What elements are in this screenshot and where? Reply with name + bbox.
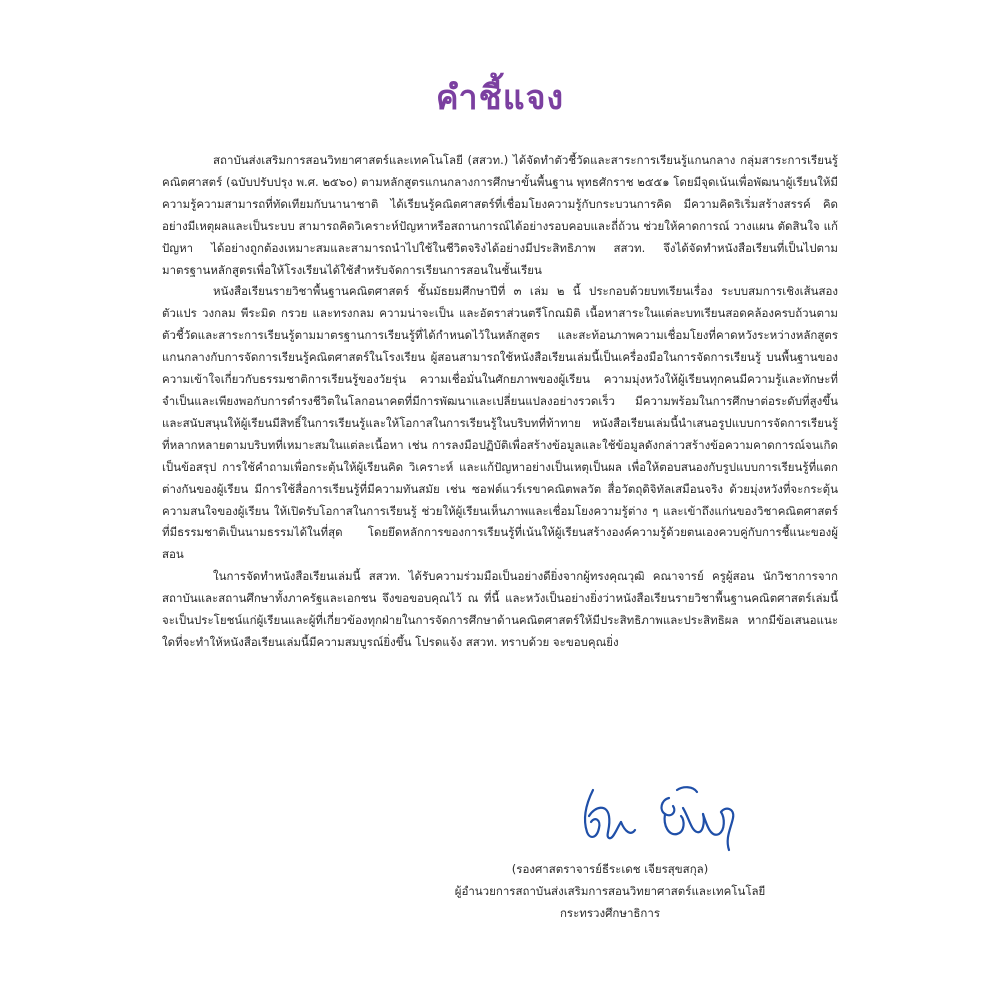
paragraph: หนังสือเรียนรายวิชาพื้นฐานคณิตศาสตร์ ชั้นมัธยมศึกษาปีที่ ๓ เล่ม ๒ นี้ ประกอบด้วยบทเรียนเรื่อง ระบบสมการเชิงเส้นสองตัวแปร วงกลม พีระมิด กรวย และทรงกลม ความน่าจะเป็น และอัตราส่วนตรีโกณมิติ เนื้อหาสาระในแต่ละบทเรียนสอดคล้องครบถ้วนตามตัวชี้วัดและสาระการเรียนรู้ตามมาตรฐานการเรียนรู้ที่ได้กำหนดไว้ในหลักสูตร และสะท้อนภาพความเชื่อมโยงที่คาดหวังระหว่างหลักสูตรแกนกลางกับการจัดการเรียนรู้คณิตศาสตร์ในโรงเรียน ผู้สอนสามารถใช้หนังสือเรียนเล่มนี้เป็นเครื่องมือในการจัดการเรียนรู้ บนพื้นฐานของความเข้าใจเกี่ยวกับธรรมชาติการเรียนรู้ของวัยรุ่น ความเชื่อมั่นในศักยภาพของผู้เรียน ความมุ่งหวังให้ผู้เรียนทุกคนมีความรู้และทักษะที่จำเป็นและเพียงพอกับการดำรงชีวิตในโลกอนาคตที่มีการพัฒนาและเปลี่ยนแปลงอย่างรวดเร็ว มีความพร้อมในการศึกษาต่อระดับที่สูงขึ้น และสนับสนุนให้ผู้เรียนมีสิทธิ์ในการเรียนรู้และให้โอกาสในการเรียนรู้ในบริบทที่ท้าทาย หนังสือเรียนเล่มนี้นำเสนอรูปแบบการจัดการเรียนรู้ที่หลากหลายตามบริบทที่เหมาะสมในแต่ละเนื้อหา เช่น การลงมือปฏิบัติเพื่อสร้างข้อมูลและใช้ข้อมูลดังกล่าวสร้างข้อความคาดการณ์จนเกิดเป็นข้อสรุป การใช้คำถามเพื่อกระตุ้นให้ผู้เรียนคิด วิเคราะห์ และแก้ปัญหาอย่างเป็นเหตุเป็นผล เพื่อให้ตอบสนองกับรูปแบบการเรียนรู้ที่แตกต่างกันของผู้เรียน มีการใช้สื่อการเรียนรู้ที่มีความทันสมัย เช่น ซอฟต์แวร์เรขาคณิตพลวัต สื่อวัตถุดิจิทัลเสมือนจริง ด้วยมุ่งหวังที่จะกระตุ้นความสนใจของผู้เรียน ให้เปิดรับโอกาสในการเรียนรู้ ช่วยให้ผู้เรียนเห็นภาพและเชื่อมโยงความรู้ต่าง ๆ และเข้าถึงแก่นของวิชาคณิตศาสตร์ที่มีธรรมชาติเป็นนามธรรมได้ในที่สุด โดยยึดหลักการของการเรียนรู้ที่เน้นให้ผู้เรียนสร้างองค์ความรู้ด้วยตนเองควบคู่กับการชี้แนะของผู้สอน: [162, 284, 838, 562]
paragraph: ในการจัดทำหนังสือเรียนเล่มนี้ สสวท. ได้รับความร่วมมือเป็นอย่างดียิ่งจากผู้ทรงคุณวุฒิ คณาจารย์ ครูผู้สอน นักวิชาการจากสถาบันและสถานศึกษาทั้งภาครัฐและเอกชน จึงขอขอบคุณไว้ ณ ที่นี้ และหวังเป็นอย่างยิ่งว่าหนังสือเรียนรายวิชาพื้นฐานคณิตศาสตร์เล่มนี้จะเป็นประโยชน์แก่ผู้เรียนและผู้ที่เกี่ยวข้องทุกฝ่ายในการจัดการศึกษาด้านคณิตศาสตร์ให้มีประสิทธิภาพและประสิทธิผล หากมีข้อเสนอแนะใดที่จะทำให้หนังสือเรียนเล่มนี้มีความสมบูรณ์ยิ่งขึ้น โปรดแจ้ง สสวท. ทราบด้วย จะขอบคุณยิ่ง: [162, 569, 838, 649]
signatory-name: (รองศาสตราจารย์ธีระเดช เจียรสุขสกุล): [511, 862, 709, 876]
handwritten-signature: [565, 776, 765, 856]
signatory-organization: กระทรวงศึกษาธิการ: [559, 906, 661, 920]
preface-body: [162, 150, 838, 654]
signature-block: [420, 858, 800, 924]
page-title: คำชี้แจง: [435, 78, 565, 118]
paragraph: สถาบันส่งเสริมการสอนวิทยาศาสตร์และเทคโนโลยี (สสวท.) ได้จัดทำตัวชี้วัดและสาระการเรียนรู้แกนกลาง กลุ่มสาระการเรียนรู้คณิตศาสตร์ (ฉบับปรับปรุง พ.ศ. ๒๕๖๐) ตามหลักสูตรแกนกลางการศึกษาขั้นพื้นฐาน พุทธศักราช ๒๕๕๑ โดยมีจุดเน้นเพื่อพัฒนาผู้เรียนให้มีความรู้ความสามารถที่ทัดเทียมกับนานาชาติ ได้เรียนรู้คณิตศาสตร์ที่เชื่อมโยงความรู้กับกระบวนการคิด มีความคิดริเริ่มสร้างสรรค์ คิดอย่างมีเหตุผลและเป็นระบบ สามารถคิดวิเคราะห์ปัญหาหรือสถานการณ์ได้อย่างรอบคอบและถี่ถ้วน ช่วยให้คาดการณ์ วางแผน ตัดสินใจ แก้ปัญหา ได้อย่างถูกต้องเหมาะสมและสามารถนำไปใช้ในชีวิตจริงได้อย่างมีประสิทธิภาพ สสวท. จึงได้จัดทำหนังสือเรียนที่เป็นไปตามมาตรฐานหลักสูตรเพื่อให้โรงเรียนได้ใช้สำหรับจัดการเรียนการสอนในชั้นเรียน: [162, 153, 838, 277]
signatory-position: ผู้อำนวยการสถาบันส่งเสริมการสอนวิทยาศาสตร์และเทคโนโลยี: [454, 884, 766, 898]
